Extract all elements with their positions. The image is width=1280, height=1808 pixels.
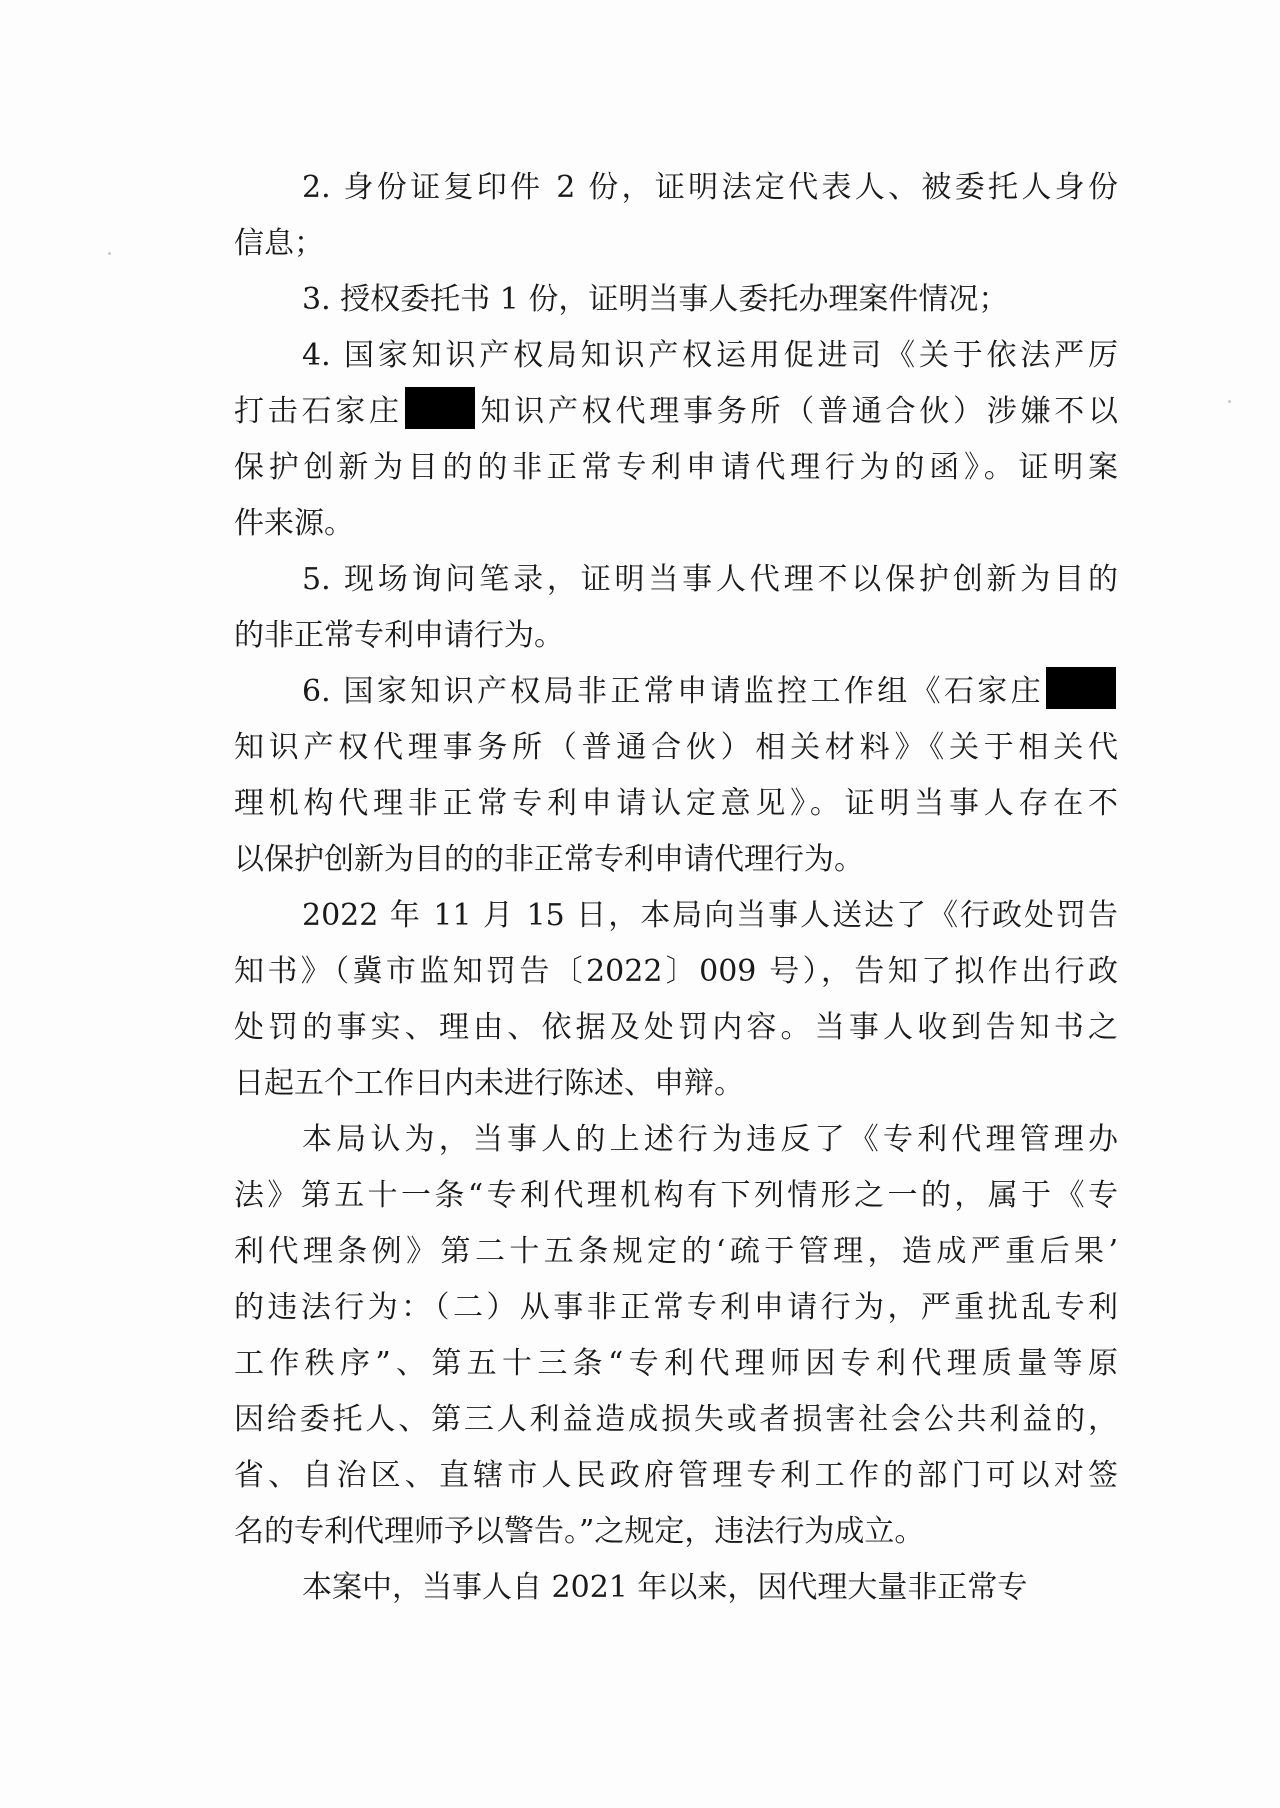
text-line: 5. 现场询问笔录，证明当事人代理不以保护创新为目的 [302, 562, 1118, 597]
paragraph-notice [234, 888, 1118, 1112]
redaction-block [405, 387, 475, 429]
paragraph-case [234, 1560, 1118, 1616]
text-line: 4. 国家知识产权局知识产权运用促进司《关于依法严厉 [302, 338, 1118, 373]
text-line: 理机构代理非正常专利申请认定意见》。证明当事人存在不 [234, 786, 1118, 821]
paragraph-evidence-6 [234, 664, 1118, 888]
text-line: 法》第五十一条“专利代理机构有下列情形之一的，属于《专 [234, 1178, 1118, 1213]
paragraph-evidence-3 [234, 272, 1118, 328]
document-body [234, 160, 1118, 1616]
text-line: 利代理条例》第二十五条规定的‘疏于管理，造成严重后果’ [234, 1234, 1118, 1269]
text-segment: 打击石家庄 [234, 394, 403, 429]
text-line: 3. 授权委托书 1 份，证明当事人委托办理案件情况； [302, 282, 1009, 317]
text-line: 本案中，当事人自 2021 年以来，因代理大量非正常专 [302, 1570, 1028, 1605]
text-line: 处罚的事实、理由、依据及处罚内容。当事人收到告知书之 [234, 1010, 1118, 1045]
text-line: 本局认为，当事人的上述行为违反了《专利代理管理办 [302, 1122, 1118, 1157]
text-line: 2022 年 11 月 15 日，本局向当事人送达了《行政处罚告 [302, 898, 1118, 933]
text-line: 以保护创新为目的的非正常专利申请代理行为。 [234, 842, 864, 877]
paragraph-evidence-2 [234, 160, 1118, 272]
text-line: 保护创新为目的的非正常专利申请代理行为的函》。证明案 [234, 450, 1118, 485]
text-line: 日起五个工作日内未进行陈述、申辩。 [234, 1066, 744, 1101]
text-line: 知书》（冀市监知罚告〔2022〕009 号），告知了拟作出行政 [234, 954, 1118, 989]
text-line: 的违法行为：（二）从事非正常专利申请行为，严重扰乱专利 [234, 1290, 1118, 1325]
text-line: 知识产权代理事务所（普通合伙）相关材料》《关于相关代 [234, 730, 1118, 765]
text-segment: 知识产权代理事务所（普通合伙）涉嫌不以 [476, 394, 1118, 429]
text-line: 件来源。 [234, 506, 354, 541]
paragraph-finding [234, 1112, 1118, 1560]
paragraph-evidence-4 [234, 328, 1118, 552]
paragraph-evidence-5 [234, 552, 1118, 664]
text-line: 名的专利代理师予以警告。”之规定，违法行为成立。 [234, 1514, 925, 1549]
text-line: 工作秩序”、第五十三条“专利代理师因专利代理质量等原 [234, 1346, 1118, 1381]
text-line [234, 384, 1118, 440]
scan-speck [1228, 400, 1231, 403]
redaction-block [1046, 667, 1116, 709]
scan-speck [108, 252, 111, 255]
text-line: 2. 身份证复印件 2 份，证明法定代表人、被委托人身份 [302, 170, 1118, 205]
text-line: 的非正常专利申请行为。 [234, 618, 564, 653]
text-line: 因给委托人、第三人利益造成损失或者损害社会公共利益的， [234, 1402, 1118, 1437]
text-line: 省、自治区、直辖市人民政府管理专利工作的部门可以对签 [234, 1458, 1118, 1493]
text-line [234, 664, 1118, 720]
text-line: 信息； [234, 226, 324, 261]
text-segment: 6. 国家知识产权局非正常申请监控工作组《石家庄 [302, 674, 1044, 709]
